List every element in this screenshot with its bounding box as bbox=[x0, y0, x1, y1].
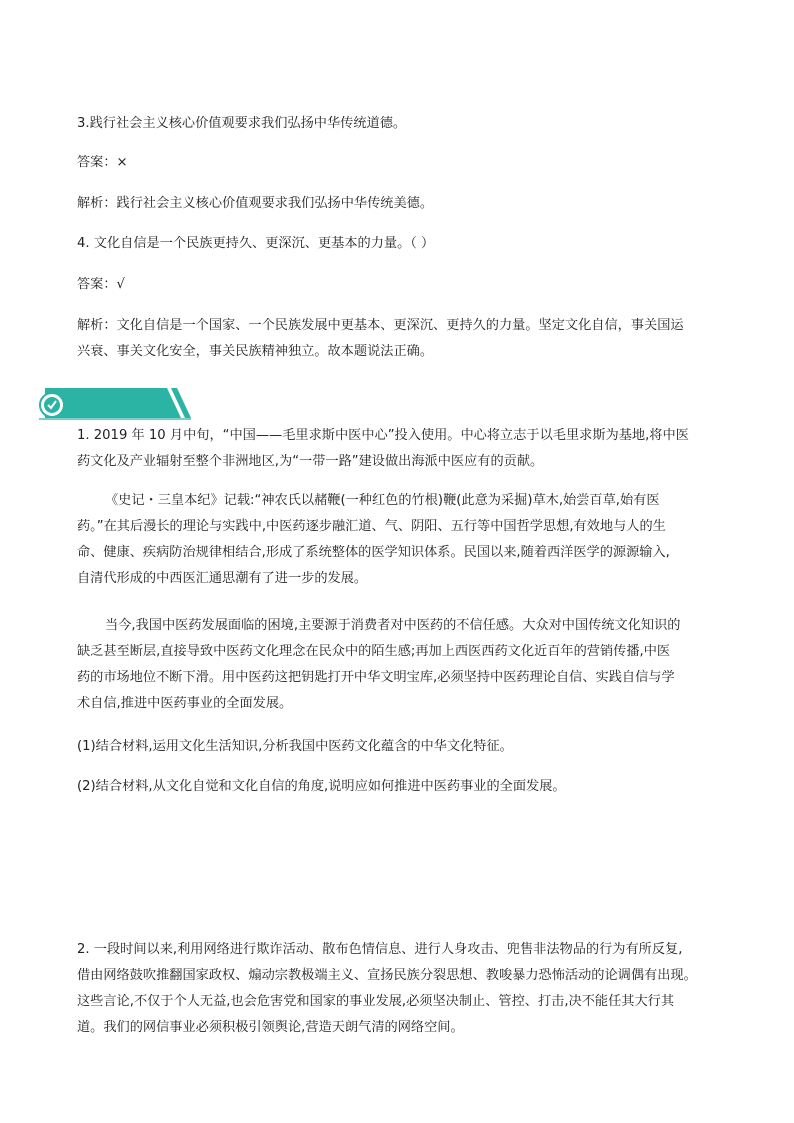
p1-para1 bbox=[105, 488, 717, 514]
q4-analysis bbox=[77, 313, 717, 365]
p2-line: 这些言论,不仅于个人无益,也会危害党和国家的事业发展,必须坚决制止、管控、打击,决不能任其大行其 bbox=[77, 994, 675, 1009]
p1-subquestion-2: (2)结合材料,从文化自觉和文化自信的角度,说明应如何推进中医药事业的全面发展。 bbox=[77, 779, 566, 794]
p1-para2-line: 术自信,推进中医药事业的全面发展。 bbox=[77, 696, 293, 711]
p1-para2 bbox=[105, 613, 717, 639]
p1-para2-rest bbox=[77, 639, 717, 717]
p1-para2-line: 缺乏甚至断层,直接导致中医药文化理念在民众中的陌生感;再加上西医西药文化近百年的营销传播,中医 bbox=[77, 644, 671, 659]
p1-para2-line: 当今,我国中医药发展面临的困境,主要源于消费者对中医药的不信任感。大众对中国传统文化知识的 bbox=[105, 618, 681, 633]
section-banner bbox=[35, 386, 195, 422]
q3-analysis: 解析：践行社会主义核心价值观要求我们弘扬中华传统美德。 bbox=[77, 196, 434, 211]
p1-subquestion-1: (1)结合材料,运用文化生活知识,分析我国中医药文化蕴含的中华文化特征。 bbox=[77, 739, 513, 754]
p1-intro bbox=[77, 423, 717, 475]
q4-answer: 答案：√ bbox=[77, 277, 125, 292]
p2-line: 道。我们的网信事业必须积极引领舆论,营造天朗气清的网络空间。 bbox=[77, 1020, 464, 1035]
q4-statement: 4. 文化自信是一个民族更持久、更深沉、更基本的力量。（ ） bbox=[77, 236, 435, 251]
p1-intro-line: 1. 2019 年 10 月中旬，“中国——毛里求斯中医中心”投入使用。中心将立志于以毛里求斯为基地,将中医 bbox=[77, 428, 689, 443]
p1-para1-line: 药。”在其后漫长的理论与实践中,中医药逐步融汇道、气、阴阳、五行等中国哲学思想,有效地与人的生 bbox=[77, 519, 666, 534]
analysis-line: 兴衰、事关文化安全，事关民族精神独立。故本题说法正确。 bbox=[77, 344, 434, 359]
q3-answer: 答案：× bbox=[77, 155, 128, 170]
p1-para1-line: 《史记・三皇本纪》记载:“神农氏以赭鞭(一种红色的竹根)鞭(此意为采掘)草木,始尝百草,始有医 bbox=[105, 493, 660, 508]
p1-intro-line: 药文化及产业辐射至整个非洲地区,为“一带一路”建设做出海派中医应有的贡献。 bbox=[77, 454, 544, 469]
p1-para2-line: 药的市场地位不断下滑。用中医药这把钥匙打开中华文明宝库,必须坚持中医药理论自信、实践自信与学 bbox=[77, 670, 675, 685]
check-badge-icon bbox=[40, 393, 64, 417]
p1-para1-rest bbox=[77, 514, 717, 592]
analysis-line: 解析：文化自信是一个国家、一个民族发展中更基本、更深沉、更持久的力量。坚定文化自信，事关国运 bbox=[77, 318, 684, 333]
p2-material bbox=[77, 937, 717, 1041]
p2-line: 借由网络鼓吹推翻国家政权、煽动宗教极端主义、宣扬民族分裂思想、教唆暴力恐怖活动的论调偶有出现。 bbox=[77, 968, 697, 983]
p1-para1-line: 命、健康、疾病防治规律相结合,形成了系统整体的医学知识体系。民国以来,随着西洋医学的源源输入, bbox=[77, 545, 670, 560]
p2-line: 2. 一段时间以来,利用网络进行欺诈活动、散布色情信息、进行人身攻击、兜售非法物品的行为有所反复, bbox=[77, 942, 683, 957]
p1-para1-line: 自清代形成的中西医汇通思潮有了进一步的发展。 bbox=[77, 571, 368, 586]
q3-statement: 3.践行社会主义核心价值观要求我们弘扬中华传统道德。 bbox=[77, 116, 407, 131]
